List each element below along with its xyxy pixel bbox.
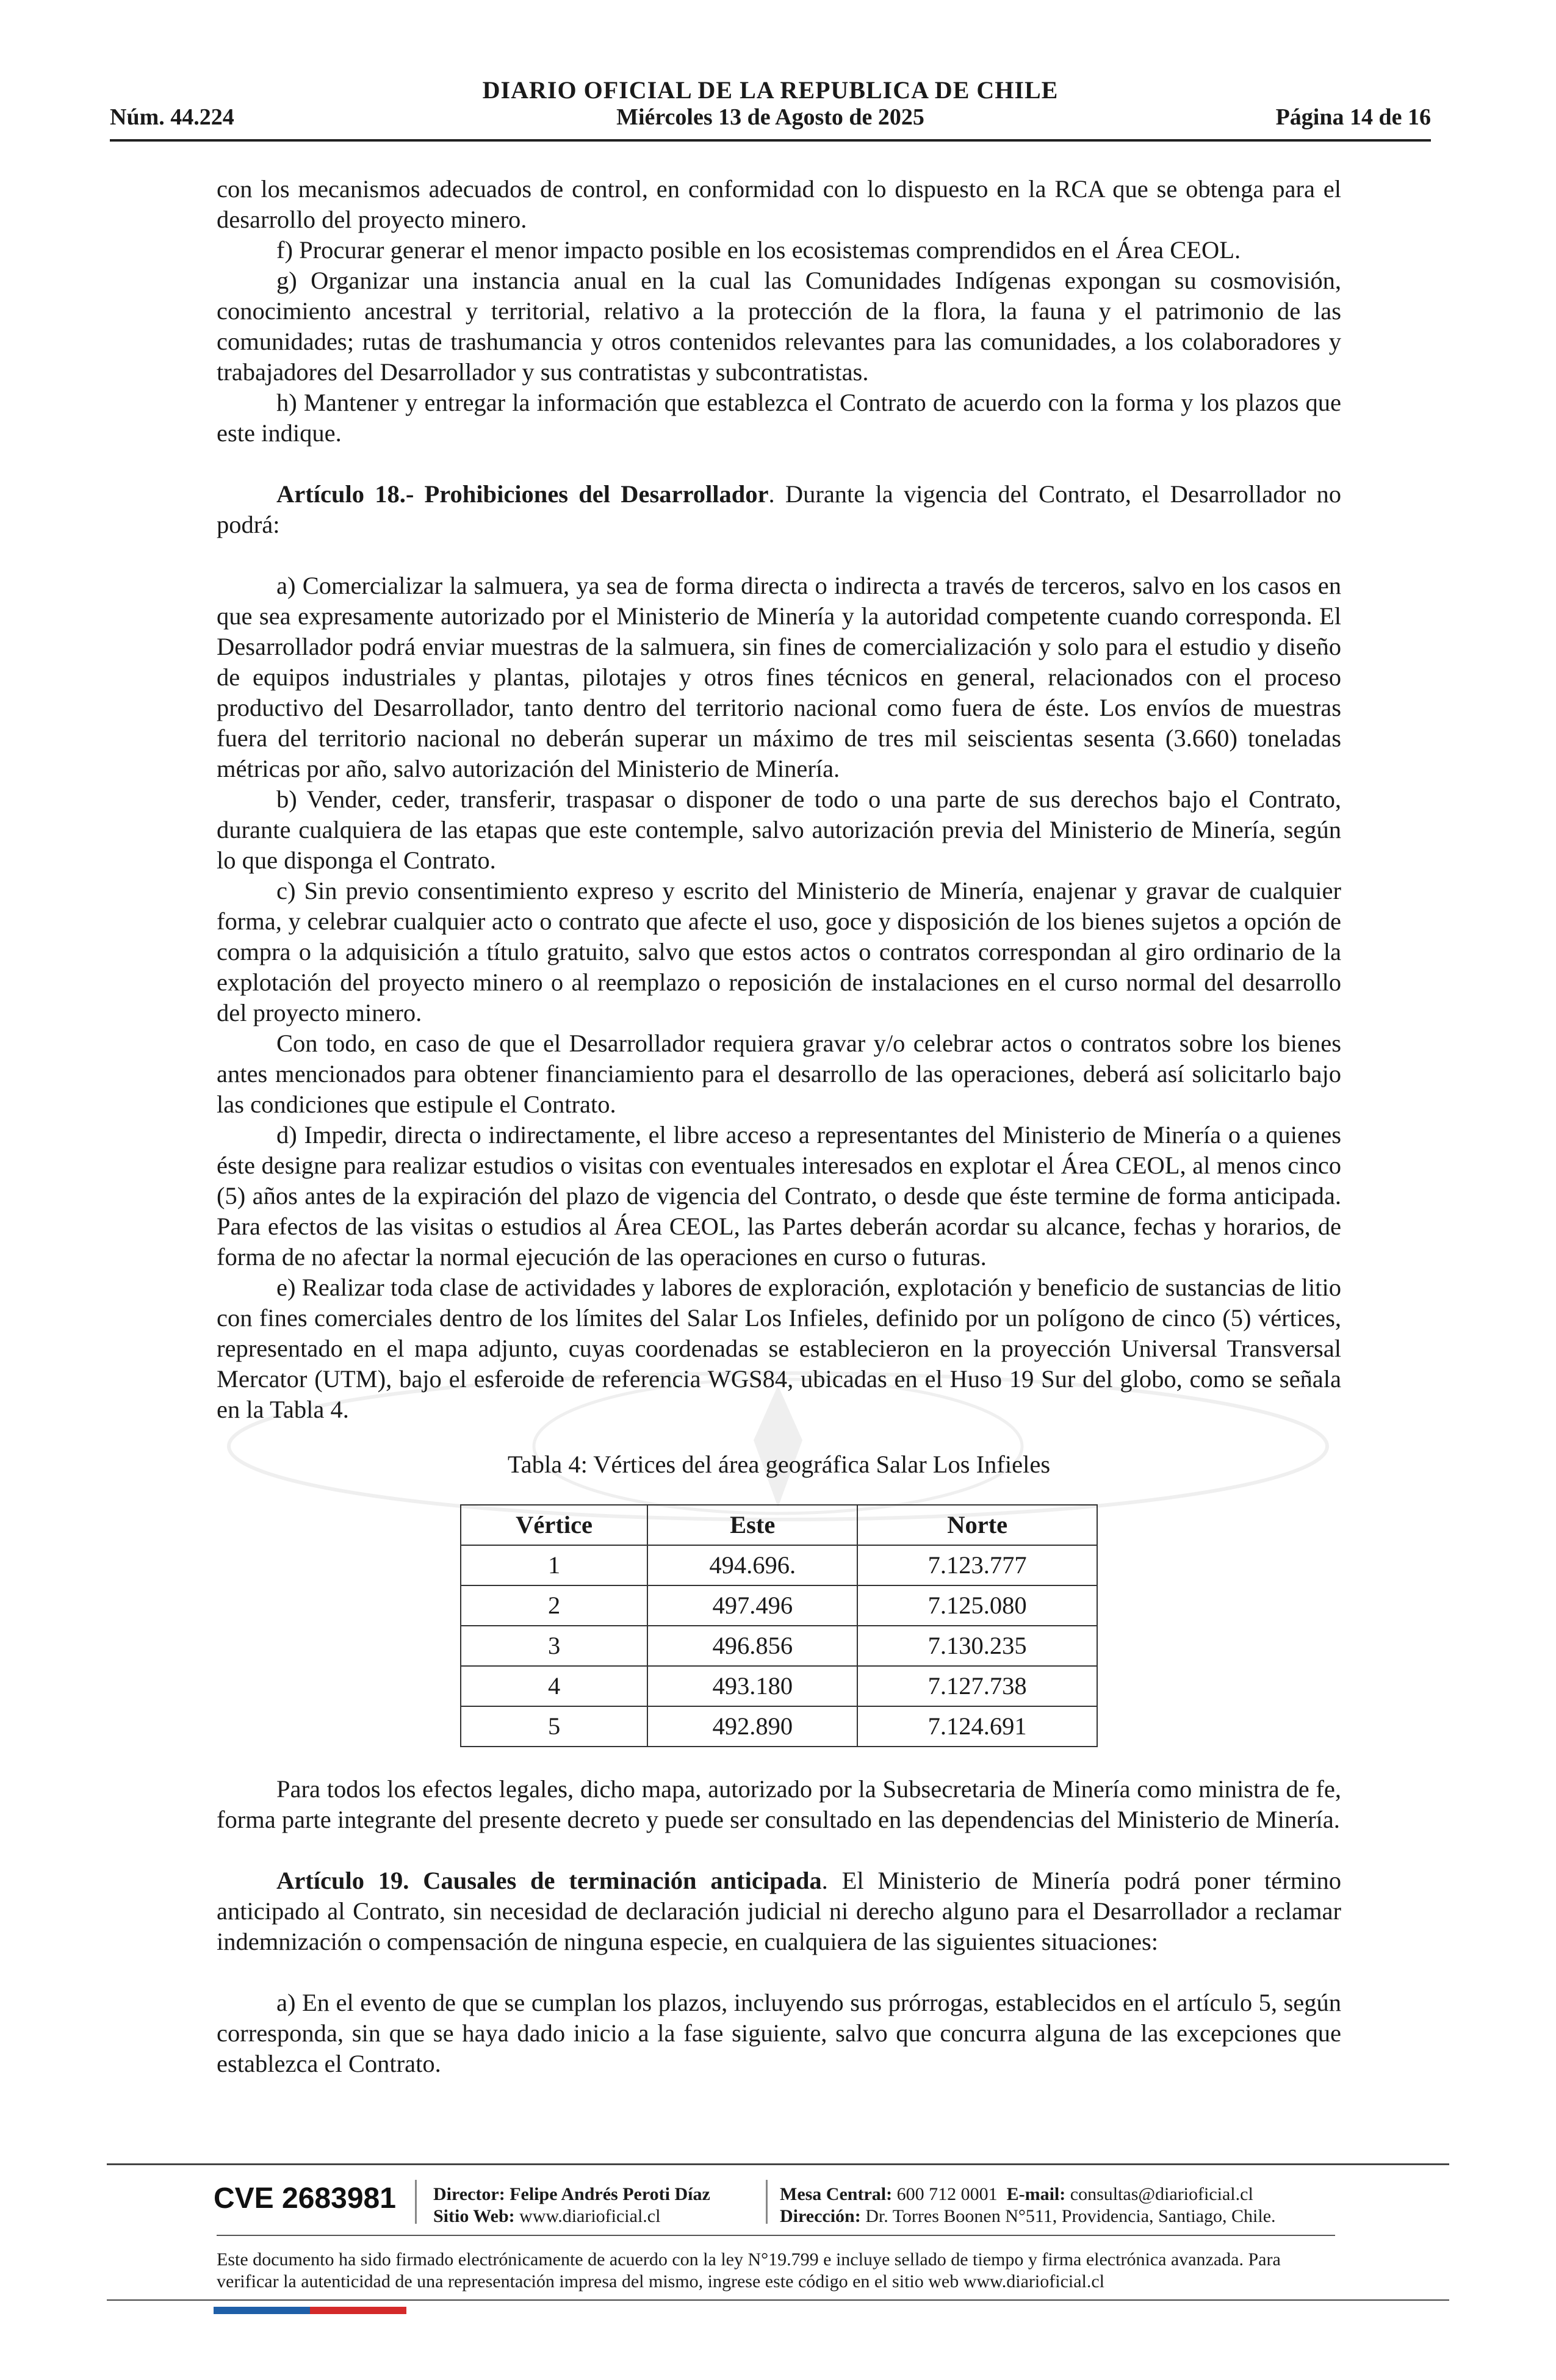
table-row (461, 1626, 1097, 1666)
address-line (780, 2205, 1276, 2227)
article-18-title: Artículo 18.- Prohibiciones del Desarrollador (276, 480, 769, 508)
footer-separator (766, 2180, 768, 2224)
article-19-intro: . El Ministerio de Minería podrá poner término anticipado al Contrato, sin necesidad de declaración judicial ni derecho alguno para el Desarrollador a reclamar indemnización o compensación de ninguna especie, en cualquiera de las siguientes situaciones: (217, 1867, 1342, 1955)
vertices-table (460, 1504, 1098, 1747)
signature-note: Este documento ha sido firmado electrónicamente de acuerdo con la ley N°19.799 e incluye sellado de tiempo y firma electrónica avanzada. Para verificar la autenticidad de una representación impresa del mismo, ingrese este código en el sitio web www.diarioficial.cl (217, 2249, 1281, 2292)
art19-item-a: a) En el evento de que se cumplan los plazos, incluyendo sus prórrogas, establecidos en el artículo 5, según corresponda, sin que se haya dado inicio a la fase siguiente, salvo que concurra alguna de las excepciones que establezca el Contrato. (217, 1989, 1341, 2077)
cell-este: 497.496 (647, 1585, 857, 1626)
footer-contact-block (780, 2183, 1276, 2227)
issue-number: Núm. 44.224 (110, 104, 234, 130)
address-label: Dirección: (780, 2206, 861, 2226)
article-18 (217, 479, 1341, 540)
art18-item-a: a) Comercializar la salmuera, ya sea de forma directa o indirecta a través de terceros, salvo en los casos en que sea expresamente autorizado por el Ministerio de Minería y la autoridad competente cuando corresponda. El Desarrollador podrá enviar muestras de la salmuera, sin fines de comercialización y solo para el estudio y diseño de equipos industriales y plantas, pilotajes y otros fines técnicos en general, relacionados con el proceso productivo del Desarrollador, tanto dentro del territorio nacional como fuera de éste. Los envíos de muestras fuera del territorio nacional no deberán superar un máximo de tres mil seiscientas sesenta (3.660) toneladas métricas por año, salvo autorización del Ministerio de Minería. (217, 572, 1341, 782)
footer-divider (107, 2163, 1449, 2165)
document-body (217, 174, 1341, 2079)
col-header-norte: Norte (857, 1505, 1097, 1545)
cell-norte: 7.130.235 (857, 1626, 1097, 1666)
footer-divider (107, 2299, 1449, 2301)
cell-norte: 7.123.777 (857, 1545, 1097, 1585)
cell-este: 493.180 (647, 1666, 857, 1706)
website-line (433, 2205, 710, 2227)
header-divider (110, 139, 1431, 142)
cell-este: 496.856 (647, 1626, 857, 1666)
table-row (461, 1666, 1097, 1706)
table-header-row (461, 1505, 1097, 1545)
item-g: g) Organizar una instancia anual en la cual las Comunidades Indígenas expongan su cosmovisión, conocimiento ancestral y territorial, relativo a la protección de la flora, la fauna y el patrimonio de las comunidades; rutas de trashumancia y otros contenidos relevantes para las comunidades, a los colaboradores y trabajadores del Desarrollador y sus contratistas y subcontratistas. (217, 267, 1341, 386)
table-row (461, 1706, 1097, 1747)
table-row (461, 1585, 1097, 1626)
cell-este: 494.696. (647, 1545, 857, 1585)
flag-stripe-red (310, 2307, 406, 2314)
cell-norte: 7.127.738 (857, 1666, 1097, 1706)
cell-vertice: 5 (461, 1706, 647, 1747)
art18-con-todo: Con todo, en caso de que el Desarrollador requiera gravar y/o celebrar actos o contratos sobre los bienes antes mencionados para obtener financiamiento para el desarrollo de las operaciones, deberá así solicitarlo bajo las condiciones que estipule el Contrato. (217, 1030, 1341, 1118)
phone-label: Mesa Central: (780, 2184, 893, 2204)
cell-vertice: 1 (461, 1545, 647, 1585)
article-19 (217, 1866, 1341, 1957)
table-caption: Tabla 4: Vértices del área geográfica Salar Los Infieles (507, 1451, 1051, 1478)
item-f: f) Procurar generar el menor impacto posible en los ecosistemas comprendidos en el Área CEOL. (276, 236, 1241, 264)
flag-stripe-blue (214, 2307, 310, 2314)
footer-director-block (433, 2183, 710, 2227)
website-link[interactable]: www.diarioficial.cl (519, 2206, 661, 2226)
item-h: h) Mantener y entregar la información que establezca el Contrato de acuerdo con la forma y los plazos que este indique. (217, 389, 1341, 447)
director-name: Felipe Andrés Peroti Díaz (510, 2184, 710, 2204)
address-text: Dr. Torres Boonen N°511, Providencia, Santiago, Chile. (865, 2206, 1276, 2226)
cell-vertice: 3 (461, 1626, 647, 1666)
phone-number: 600 712 0001 (896, 2184, 998, 2204)
art18-item-b: b) Vender, ceder, transferir, traspasar o disponer de todo o una parte de sus derechos bajo el Contrato, durante cualquiera de las etapas que este contemple, salvo autorización previa del Ministerio de Minería, según lo que disponga el Contrato. (217, 785, 1341, 874)
art18-item-c: c) Sin previo consentimiento expreso y escrito del Ministerio de Minería, enajenar y gravar de cualquier forma, y celebrar cualquier acto o contrato que afecte el uso, goce y disposición de los bienes sujetos a opción de compra o la adquisición a título gratuito, salvo que estos actos o contratos correspondan al giro ordinario de la explotación del proyecto minero o al reemplazo o reposición de instalaciones en el curso normal del desarrollo del proyecto minero. (217, 877, 1341, 1026)
paragraph: con los mecanismos adecuados de control, en conformidad con lo dispuesto en la RCA que se obtenga para el desarrollo del proyecto minero. (217, 175, 1341, 233)
email-label: E-mail: (1006, 2184, 1066, 2204)
page-number: Página 14 de 16 (1275, 104, 1431, 130)
cve-code: CVE 2683981 (214, 2182, 396, 2215)
cell-norte: 7.125.080 (857, 1585, 1097, 1626)
journal-title: DIARIO OFICIAL DE LA REPUBLICA DE CHILE (482, 76, 1059, 104)
col-header-vertice: Vértice (461, 1505, 647, 1545)
article-18-intro: . Durante la vigencia del Contrato, el Desarrollador no podrá: (217, 480, 1341, 538)
col-header-este: Este (647, 1505, 857, 1545)
footer-separator (415, 2180, 417, 2224)
cell-vertice: 2 (461, 1585, 647, 1626)
page-header (110, 76, 1431, 143)
director-line (433, 2183, 710, 2205)
footer-divider (217, 2235, 1335, 2236)
art18-item-d: d) Impedir, directa o indirectamente, el libre acceso a representantes del Ministerio de Minería o a quienes éste designe para realizar estudios o visitas con eventuales interesados en explotar el Área CEOL, al menos cinco (5) años antes de la expiración del plazo de vigencia del Contrato, o desde que éste termine de forma anticipada. Para efectos de las visitas o estudios al Área CEOL, las Partes deberán acordar su alcance, fechas y horarios, de forma de no afectar la normal ejecución de las operaciones en curso o futuras. (217, 1121, 1341, 1271)
cell-norte: 7.124.691 (857, 1706, 1097, 1747)
article-19-title: Artículo 19. Causales de terminación anticipada (276, 1867, 822, 1894)
art18-item-e: e) Realizar toda clase de actividades y labores de exploración, explotación y beneficio de sustancias de litio con fines comerciales dentro de los límites del Salar Los Infieles, definido por un polígono de cinco (5) vértices, representado en el mapa adjunto, cuyas coordenadas se establecieron en la proyección Universal Transversal Mercator (UTM), bajo el esferoide de referencia WGS84, ubicadas en el Huso 19 Sur del globo, como se señala en la Tabla 4. (217, 1274, 1341, 1423)
website-label: Sitio Web: (433, 2206, 515, 2226)
director-label: Director: (433, 2184, 505, 2204)
table-row (461, 1545, 1097, 1585)
cell-vertice: 4 (461, 1666, 647, 1706)
phone-email-line (780, 2183, 1276, 2205)
email-link[interactable]: consultas@diarioficial.cl (1070, 2184, 1253, 2204)
cell-este: 492.890 (647, 1706, 857, 1747)
map-paragraph: Para todos los efectos legales, dicho mapa, autorizado por la Subsecretaria de Minería como ministra de fe, forma parte integrante del presente decreto y puede ser consultado en las dependencias del Ministerio de Minería. (217, 1775, 1341, 1833)
issue-date: Miércoles 13 de Agosto de 2025 (616, 104, 924, 130)
